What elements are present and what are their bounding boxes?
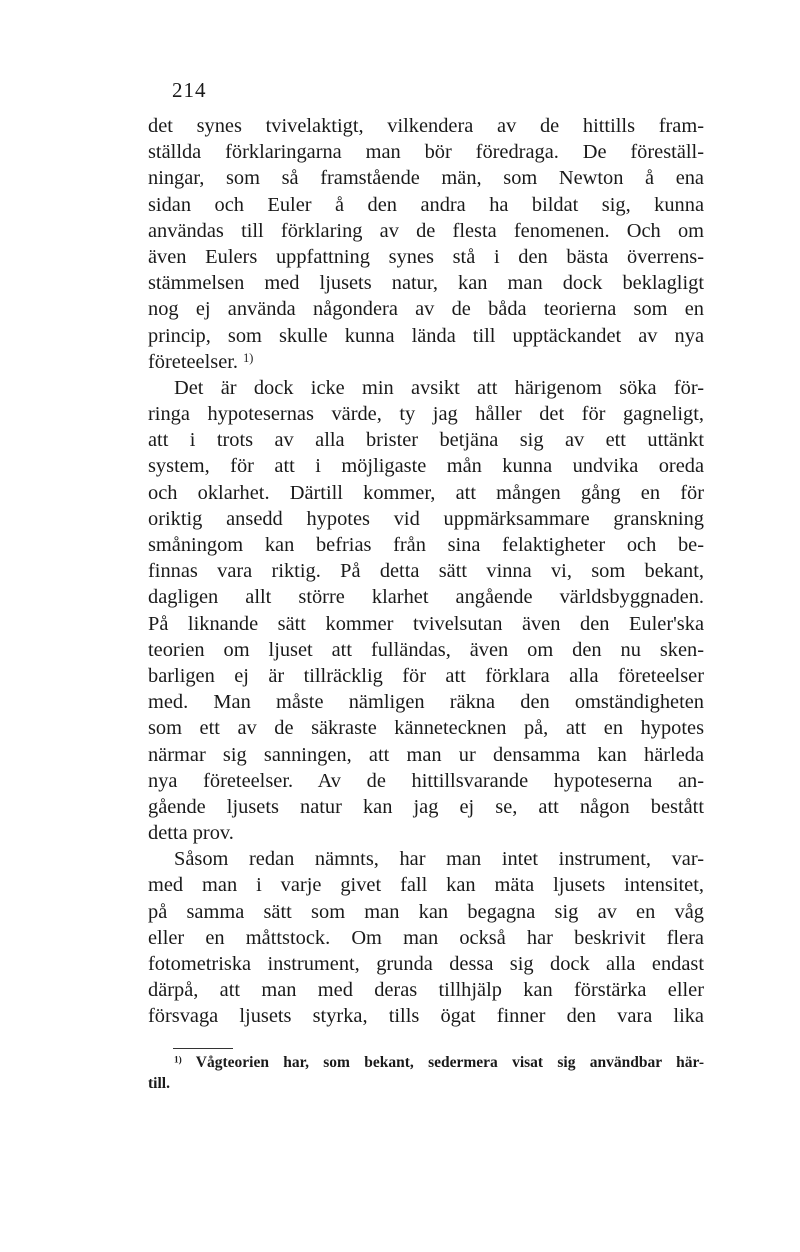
text-line: system, för att i möjligaste mån kunna undvika oreda bbox=[148, 455, 704, 478]
text-line: småningom kan befrias från sina felaktigheter och be- bbox=[148, 534, 704, 556]
text-line: närmar sig sanningen, att man ur densamma kan härleda bbox=[148, 743, 704, 766]
text-line: försvaga ljusets styrka, tills ögat finner den vara lika bbox=[148, 1005, 704, 1028]
text-line: stämmelsen med ljusets natur, kan man dock beklagligt bbox=[148, 272, 704, 295]
text-line: nya företeelser. Av de hittillsvarande hypoteserna an- bbox=[148, 769, 704, 792]
text-line: och oklarhet. Därtill kommer, att mången gång en för bbox=[148, 481, 704, 504]
text-line: ställda förklaringarna man bör föredraga. De föreställ- bbox=[148, 141, 704, 164]
text-line: Såsom redan nämnts, har man intet instrument, var- bbox=[174, 848, 704, 871]
footnote-divider bbox=[173, 1048, 233, 1049]
text-line: det synes tvivelaktigt, vilkendera av de hittills fram- bbox=[148, 115, 704, 137]
footnote-marker: 1) bbox=[174, 1055, 182, 1066]
text-line: finnas vara riktig. På detta sätt vinna vi, som bekant, bbox=[148, 560, 704, 583]
text-line: med. Man måste nämligen räkna den omständigheten bbox=[148, 691, 704, 714]
text-line: användas till förklaring av de flesta fenomenen. Och om bbox=[148, 219, 704, 242]
text-line: detta prov. bbox=[148, 822, 234, 845]
text-line: nog ej använda någondera av de båda teorierna som en bbox=[148, 298, 704, 321]
text-line: företeelser. bbox=[148, 350, 239, 373]
text-line: därpå, att man med deras tillhjälp kan förstärka eller bbox=[148, 979, 704, 1002]
text-line: teorien om ljuset att fulländas, även om den nu sken- bbox=[148, 638, 704, 661]
text-line: dagligen allt större klarhet angående världsbyggnaden. bbox=[148, 586, 704, 609]
footnote bbox=[148, 1052, 704, 1094]
text-line: även Eulers uppfattning synes stå i den bästa överrens- bbox=[148, 245, 704, 268]
text-line: sidan och Euler å den andra ha bildat sig, kunna bbox=[148, 193, 704, 216]
text-line-with-footnote bbox=[148, 349, 704, 375]
text-line: Det är dock icke min avsikt att härigenom söka för- bbox=[174, 376, 704, 399]
footnote-line bbox=[148, 1052, 704, 1073]
footnote-reference: 1) bbox=[243, 350, 254, 365]
text-line: att i trots av alla brister betjäna sig av ett uttänkt bbox=[148, 429, 704, 452]
text-line: barligen ej är tillräcklig för att förklara alla företeelser bbox=[148, 664, 704, 687]
text-line: fotometriska instrument, grunda dessa sig dock alla endast bbox=[148, 953, 704, 975]
text-line: gående ljusets natur kan jag ej se, att någon bestått bbox=[148, 795, 704, 818]
text-line: med man i varje givet fall kan mäta ljusets intensitet, bbox=[148, 874, 704, 897]
text-line: på samma sätt som man kan begagna sig av en våg bbox=[148, 900, 704, 923]
body-text bbox=[148, 113, 704, 1030]
footnote-text: Vågteorien har, som bekant, sedermera visat sig användbar här- bbox=[195, 1054, 704, 1071]
text-line: som ett av de säkraste kännetecknen på, att en hypotes bbox=[148, 717, 704, 740]
text-line: ningar, som så framstående män, som Newton å ena bbox=[148, 167, 704, 190]
text-line: eller en måttstock. Om man också har beskrivit flera bbox=[148, 926, 704, 949]
text-line: På liknande sätt kommer tvivelsutan även den Euler'ska bbox=[148, 612, 704, 635]
text-line: ringa hypotesernas värde, ty jag håller det för gagneligt, bbox=[148, 403, 704, 426]
text-line: oriktig ansedd hypotes vid uppmärksammare granskning bbox=[148, 507, 704, 530]
footnote-line: till. bbox=[148, 1075, 170, 1092]
page-number: 214 bbox=[172, 78, 207, 102]
text-line: princip, som skulle kunna lända till upptäckandet av nya bbox=[148, 324, 704, 347]
